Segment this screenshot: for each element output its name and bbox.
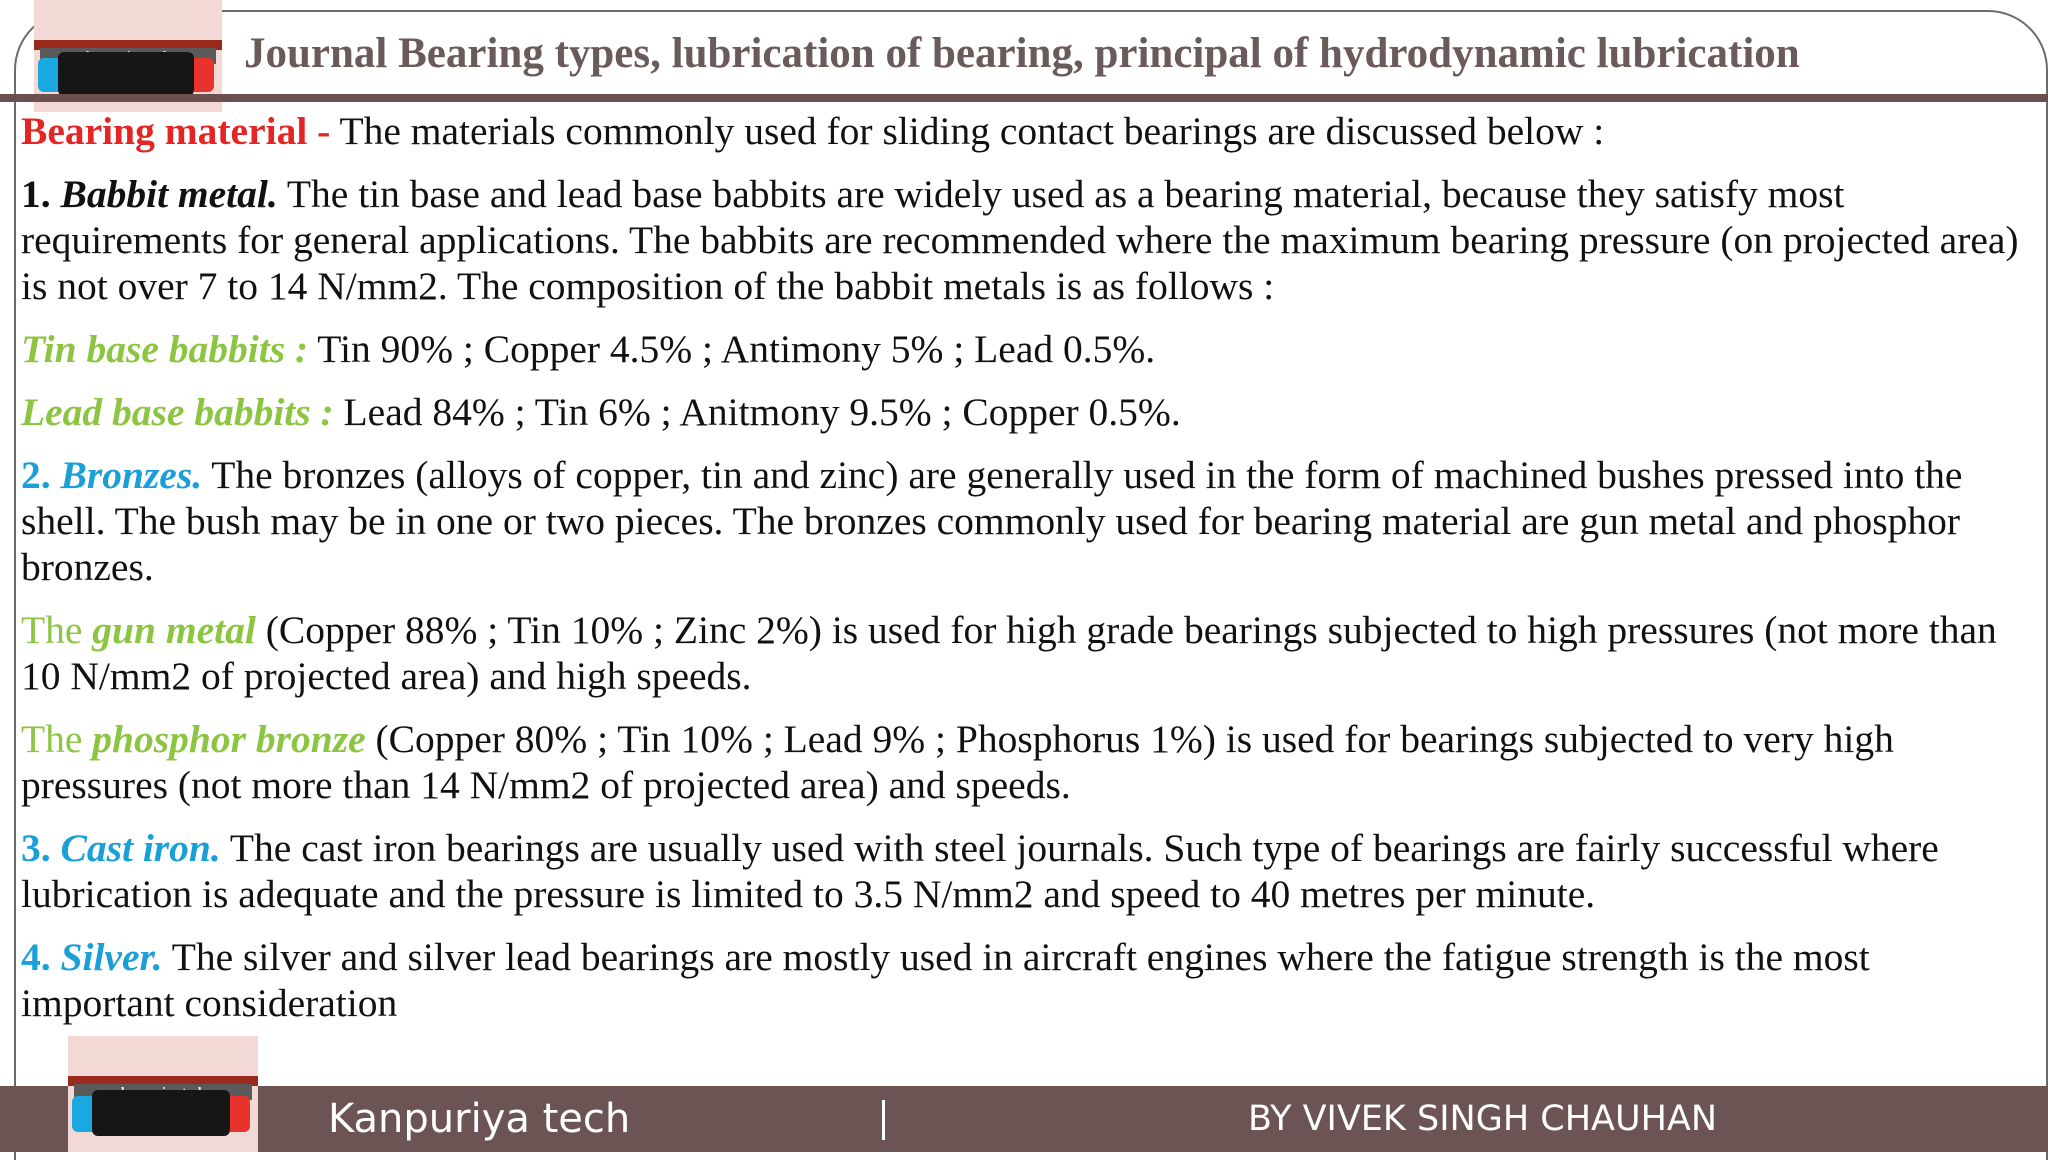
material-name: phosphor bronze (92, 717, 366, 761)
composition-text: Tin 90% ; Copper 4.5% ; Antimony 5% ; Lead 0.5%. (308, 327, 1156, 371)
header-divider (0, 94, 2048, 102)
composition-label: Tin base babbits : (21, 327, 309, 371)
item-number: 1. (21, 172, 51, 216)
paragraph-text: (Copper 88% ; Tin 10% ; Zinc 2%) is used for high grade bearings subjected to high pressures (not more than 10 N/mm2 of projected area) and high speeds. (21, 608, 1997, 698)
item-number: 4. (21, 935, 51, 979)
paragraph-prefix: The (21, 717, 93, 761)
item-babbit-metal (21, 171, 2026, 309)
composition-label: Lead base babbits : (21, 390, 334, 434)
material-name: gun metal (92, 608, 256, 652)
item-name: Babbit metal. (60, 172, 278, 216)
footer-separator (882, 1100, 885, 1140)
intro-text: The materials commonly used for sliding contact bearings are discussed below : (330, 109, 1605, 153)
paragraph-text: (Copper 80% ; Tin 10% ; Lead 9% ; Phosphorus 1%) is used for bearings subjected to very high pressures (not more than 14 N/mm2 of projected area) and speeds. (21, 717, 1894, 807)
game-console-icon (38, 58, 58, 92)
section-heading: Bearing material - (21, 109, 331, 153)
game-console-icon (72, 1096, 92, 1132)
item-silver (21, 934, 2026, 1026)
footer-band (0, 1086, 2048, 1152)
gun-metal-paragraph (21, 607, 2026, 699)
item-text: The tin base and lead base babbits are widely used as a bearing material, because they satisfy most requirements for general applications. The babbits are recommended where the maximum bearing pressure (on projected area) is not over 7 to 14 N/mm2. The composition of the babbit metals is as follows : (21, 172, 2019, 308)
page-title: Journal Bearing types, lubrication of bearing, principal of hydrodynamic lubrication (244, 30, 1800, 77)
phosphor-bronze-paragraph (21, 716, 2026, 808)
paragraph-prefix: The (21, 608, 93, 652)
tin-base-composition (21, 326, 2026, 372)
intro-paragraph (21, 108, 2026, 154)
item-cast-iron (21, 825, 2026, 917)
item-number: 3. (21, 826, 51, 870)
item-name: Cast iron. (60, 826, 221, 870)
logo-screen (92, 1090, 230, 1136)
item-text: The silver and silver lead bearings are mostly used in aircraft engines where the fatigue strength is the most important consideration (21, 935, 1870, 1025)
composition-text: Lead 84% ; Tin 6% ; Anitmony 9.5% ; Copper 0.5%. (333, 390, 1181, 434)
item-bronzes (21, 452, 2026, 590)
footer-author: BY VIVEK SINGH CHAUHAN (1248, 1099, 1718, 1139)
item-name: Silver. (60, 935, 163, 979)
logo-screen (58, 52, 194, 96)
footer-channel-name: Kanpuriya tech (328, 1096, 631, 1142)
item-text: The bronzes (alloys of copper, tin and zinc) are generally used in the form of machined bushes pressed into the shell. The bush may be in one or two pieces. The bronzes commonly used for bearing material are gun metal and phosphor bronzes. (21, 453, 1963, 589)
logo-joycon-right (230, 1096, 250, 1132)
item-name: Bronzes. (60, 453, 203, 497)
item-number: 2. (21, 453, 51, 497)
logo-joycon-right (194, 58, 214, 92)
main-content (21, 108, 2026, 1043)
lead-base-composition (21, 389, 2026, 435)
footer-logo (68, 1036, 258, 1152)
item-text: The cast iron bearings are usually used with steel journals. Such type of bearings are fairly successful where lubrication is adequate and the pressure is limited to 3.5 N/mm2 and speed to 40 metres per minute. (21, 826, 1939, 916)
